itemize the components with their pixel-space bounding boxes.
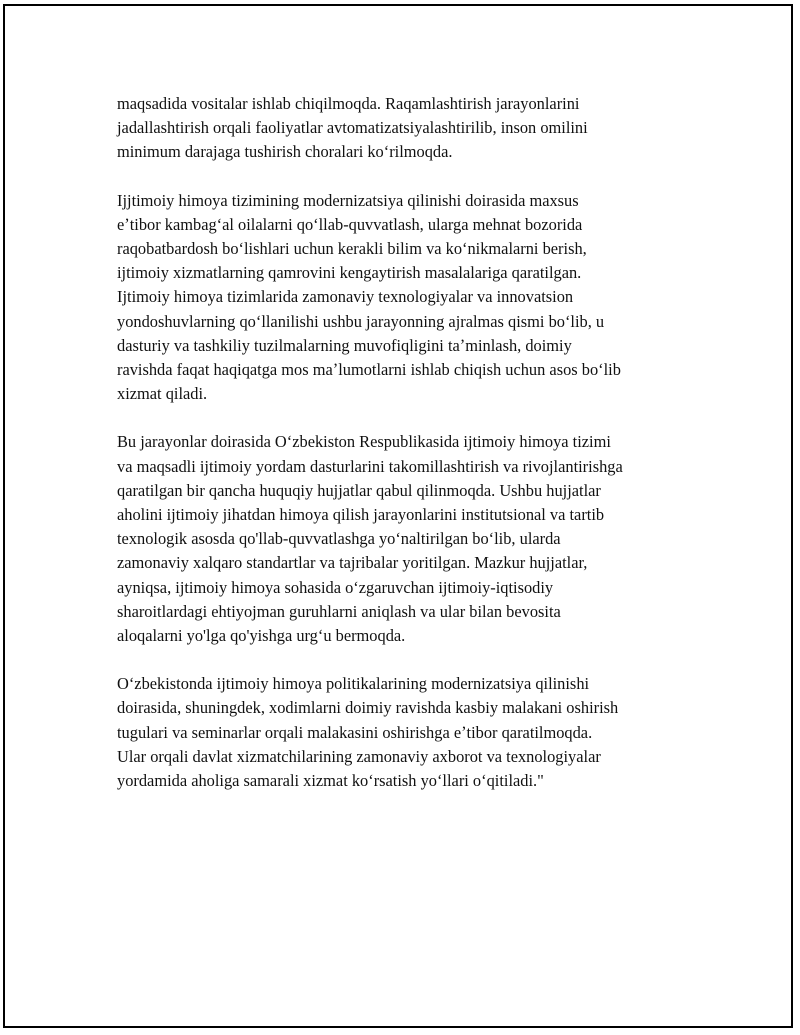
text-line: ayniqsa, ijtimoiy himoya sohasida oʻzgaruvchan ijtimoiy-iqtisodiy: [117, 577, 554, 597]
text-line: tugulari va seminarlar orqali malakasini oshirishga eʼtibor qaratilmoqda.: [117, 722, 593, 742]
text-line: zamonaviy xalqaro standartlar va tajribalar yoritilgan. Mazkur hujjatlar,: [117, 553, 588, 573]
text-line: raqobatbardosh boʻlishlari uchun kerakli bilim va koʻnikmalarni berish,: [117, 239, 587, 259]
text-line: aholini ijtimoiy jihatdan himoya qilish jarayonlarini institutsional va tartib: [117, 505, 605, 525]
text-line: Oʻzbekistonda ijtimoiy himoya politikalarining modernizatsiya qilinishi: [117, 674, 590, 694]
text-line: xizmat qiladi.: [117, 384, 208, 404]
text-line: eʼtibor kambagʻal oilalarni qoʻllab-quvvatlash, ularga mehnat bozorida: [117, 214, 583, 234]
text-line: va maqsadli ijtimoiy yordam dasturlarini takomillashtirish va rivojlantirishga: [117, 456, 623, 476]
text-line: dasturiy va tashkiliy tuzilmalarning muvofiqligini taʼminlash, doimiy: [117, 335, 572, 355]
text-line: qaratilgan bir qancha huquqiy hujjatlar qabul qilinmoqda. Ushbu hujjatlar: [117, 480, 601, 500]
document-body: [117, 92, 697, 817]
text-line: minimum darajaga tushirish choralari koʻrilmoqda.: [117, 142, 453, 162]
text-line: yordamida aholiga samarali xizmat koʻrsatish yoʻllari oʻqitiladi.": [117, 771, 544, 791]
paragraph-4: [117, 672, 697, 793]
text-line: texnologik asosda qo'llab-quvvatlashga yoʻnaltirilgan boʻlib, ularda: [117, 529, 561, 549]
paragraph-3: [117, 430, 697, 648]
text-line: Ijtimoiy himoya tizimlarida zamonaviy texnologiyalar va innovatsion: [117, 287, 574, 307]
paragraph-2: [117, 189, 697, 407]
text-line: aloqalarni yo'lga qo'yishga urgʻu bermoqda.: [117, 626, 406, 646]
text-line: Ular orqali davlat xizmatchilarining zamonaviy axborot va texnologiyalar: [117, 746, 601, 766]
text-line: sharoitlardagi ehtiyojman guruhlarni aniqlash va ular bilan bevosita: [117, 601, 561, 621]
text-line: ijtimoiy xizmatlarning qamrovini kengaytirish masalalariga qaratilgan.: [117, 263, 582, 283]
text-line: yondoshuvlarning qoʻllanilishi ushbu jarayonning ajralmas qismi boʻlib, u: [117, 311, 605, 331]
text-line: doirasida, shuningdek, xodimlarni doimiy ravishda kasbiy malakani oshirish: [117, 698, 619, 718]
paragraph-1: [117, 92, 697, 165]
text-line: jadallashtirish orqali faoliyatlar avtomatizatsiyalashtirilib, inson omilini: [117, 118, 588, 138]
text-line: ravishda faqat haqiqatga mos maʼlumotlarni ishlab chiqish uchun asos boʻlib: [117, 360, 621, 380]
text-line: Ijjtimoiy himoya tizimining modernizatsiya qilinishi doirasida maxsus: [117, 190, 579, 210]
text-line: maqsadida vositalar ishlab chiqilmoqda. Raqamlashtirish jarayonlarini: [117, 94, 580, 113]
text-line: Bu jarayonlar doirasida Oʻzbekiston Respublikasida ijtimoiy himoya tizimi: [117, 432, 611, 452]
